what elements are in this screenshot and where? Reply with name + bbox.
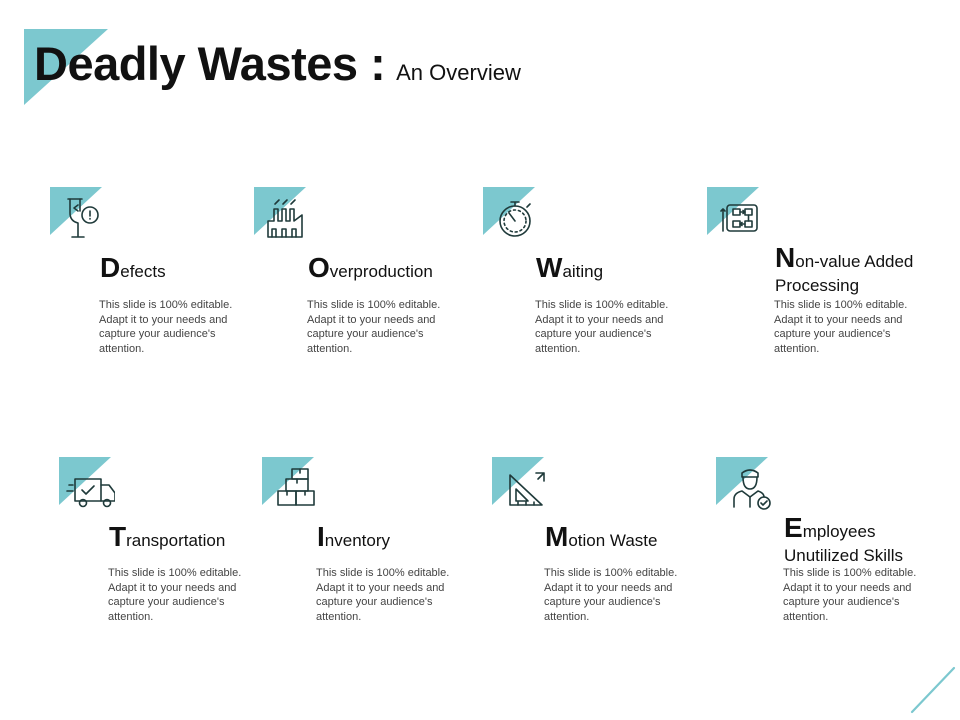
item-title-transportation: Transportation: [109, 521, 226, 552]
item-desc-inventory: This slide is 100% editable. Adapt it to your needs and capture your audience's attention.: [316, 567, 450, 623]
item-title-overproduction: Overproduction: [308, 252, 433, 283]
delivery-truck-icon: [59, 457, 119, 517]
process-flow-icon: [707, 187, 767, 247]
item-desc-employees-unutilized-skills: This slide is 100% editable. Adapt it to your needs and capture your audience's attention.: [783, 567, 917, 623]
item-desc-non-value-added-processing: This slide is 100% editable. Adapt it to your needs and capture your audience's attention.: [774, 299, 908, 355]
item-desc-transportation: This slide is 100% editable. Adapt it to your needs and capture your audience's attention.: [108, 567, 242, 623]
item-desc-overproduction: This slide is 100% editable. Adapt it to your needs and capture your audience's attention.: [307, 299, 441, 355]
stacked-boxes-icon: [262, 457, 322, 517]
stopwatch-icon: [483, 187, 543, 247]
broken-pipe-icon: [50, 187, 110, 247]
item-desc-waiting: This slide is 100% editable. Adapt it to your needs and capture your audience's attention.: [535, 299, 669, 355]
page-subtitle: An Overview: [396, 60, 521, 85]
page-title: [34, 36, 521, 91]
item-title-waiting: Waiting: [536, 252, 604, 283]
set-square-icon: [492, 457, 552, 517]
item-title-defects: Defects: [100, 252, 166, 283]
decorative-diagonal-line: [908, 664, 958, 716]
page-title-main: Deadly Wastes :: [34, 37, 386, 90]
item-title-employees-unutilized-skills: Employees Unutilized Skills: [784, 512, 904, 565]
item-title-motion-waste: Motion Waste: [545, 521, 658, 552]
factory-icon: [254, 187, 314, 247]
item-desc-defects: This slide is 100% editable. Adapt it to your needs and capture your audience's attention.: [99, 299, 233, 355]
employee-icon: [716, 457, 776, 517]
item-title-inventory: Inventory: [317, 521, 390, 552]
item-title-non-value-added-processing: Non-value Added Processing: [775, 242, 914, 295]
item-desc-motion-waste: This slide is 100% editable. Adapt it to your needs and capture your audience's attention.: [544, 567, 678, 623]
